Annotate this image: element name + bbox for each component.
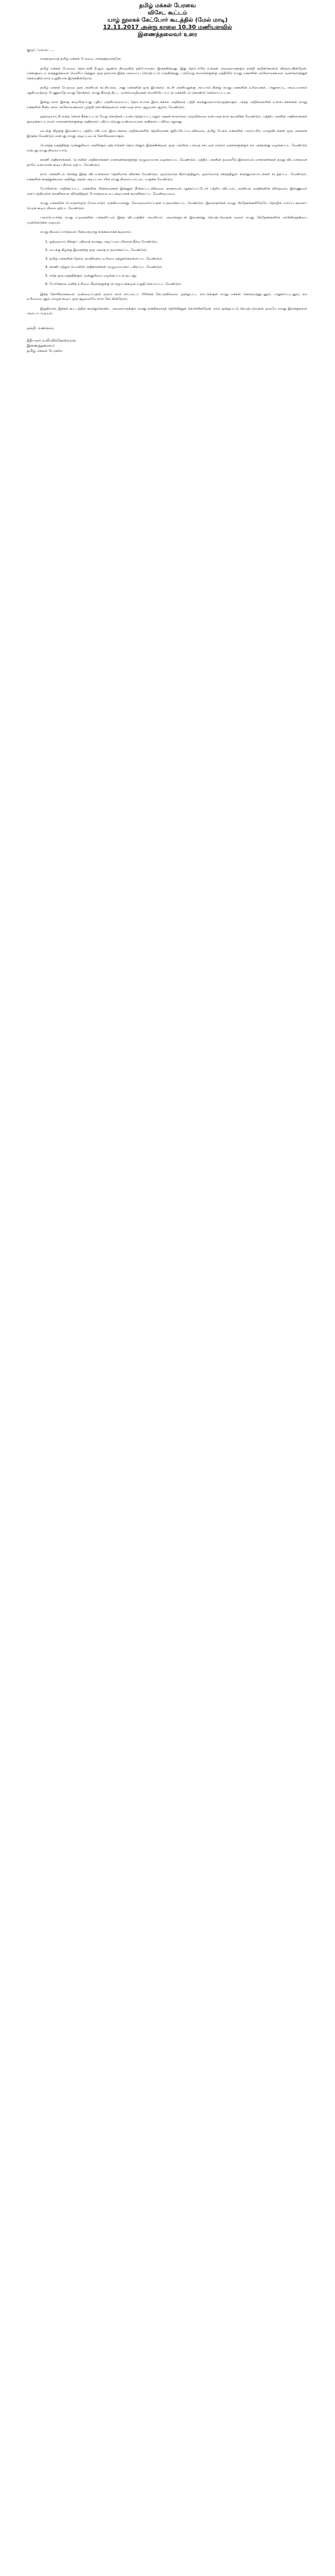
header-line-1: தமிழ் மக்கள் பேரவை [139, 2, 196, 9]
signature-org: தமிழ் மக்கள் பேரவை [27, 348, 63, 353]
salutation: குருர் ப்ரம்மா .... [27, 48, 55, 52]
signature-role: இணைத்தலைவர் [27, 343, 55, 348]
list-item: 1. ஒற்றையாட்சிக்குப் பதிலாக சமஷ்டி அடிப்படையிலான தீர்வு வேண்டும். [49, 240, 307, 245]
body-paragraph: காணி அதிகாரங்கள், பொலிஸ் அதிகாரங்கள் மாகாணங்களுக்கு முழுமையாக வழங்கப்பட வேண்டும். மத்திய அரசின் தலையீடு இல்லாமல் மாகாணங்கள் தமது விடயங்களை தாமே கையாளக் கூடிய நிலை ஏற்பட வேண்டும். [27, 158, 307, 167]
document-header [0, 0, 335, 38]
body-paragraph: எனதருமைத் தமிழ் மக்கள் பேரவை அங்கத்தவர்களே, [40, 57, 122, 61]
speech-section [27, 172, 307, 225]
header-date-line: 12.11.2017 அன்று காலை 10.30 மணியளவில் [103, 24, 232, 30]
speech-sections [27, 57, 307, 316]
body-paragraph: எமது மக்களின் பொருளாதார மேம்பாடும் முக்கியமானது. வேலைவாய்ப்புகள் உருவாக்கப்பட வேண்டும். இளைஞர்கள் எமது பிரதேசங்களிலேயே தொழில் வாய்ப்புகளைப் பெறக் கூடிய நிலை ஏற்பட வேண்டும். [27, 201, 307, 210]
body-paragraph: புலம்பெயர்ந்த எமது உறவுகளின் பங்களிப்பும் இந்த விடயத்தில் அவசியம். அவர்களுடன் இணைந்து செயற்படுவதன் மூலம் எமது பிரதேசங்களின் அபிவிருத்தியை முன்னெடுக்க முடியும். [27, 215, 307, 225]
body-paragraph: இன்று நாம் இங்கு கூடியிருப்பது புதிய அரசியலமைப்பு தொடர்பான இடைக்கால அறிக்கை பற்றி கலந்துரையாடுவதற்காகும். அந்த அறிக்கையின் உள்ளடக்கங்கள் எமது மக்களின் நீண்டகால அபிலாசைகளை பூர்த்தி செய்கின்றனவா என்பதை நாம் ஆழமாக ஆராய வேண்டும். [27, 100, 307, 109]
list-item: 6. போர்க்கால மனித உரிமை மீறல்களுக்கு பொறுப்புக்கூறல் உறுதி செய்யப்பட வேண்டும். [49, 282, 307, 287]
list-item: 5. எந்த ஒரு மதத்திற்கும் முன்னுரிமை வழங்கப்படக் கூடாது. [49, 274, 307, 279]
speech-section [27, 57, 307, 110]
list-item: 4. காணி மற்றும் பொலிஸ் அதிகாரங்கள் முழுமையாகப் பகிரப்பட வேண்டும். [49, 265, 307, 270]
body-paragraph: வடக்கு கிழக்கு இணைப்பு பற்றிய விடயம் இடைக்கால அறிக்கையில் தெளிவாகக் குறிப்பிடப்படவில்லை. தமிழ் பேசும் மக்களின் பாரம்பரிய வாழ்விடங்கள் ஒரு அலகாக இருக்க வேண்டும் என்பது எமது அடிப்படைக் கோரிக்கையாகும். [27, 129, 307, 138]
body-paragraph: தமிழ் மக்கள் பேரவை ஒரு அரசியல் கட்சியல்ல. அது மக்களின் ஒரு இயக்கம். கட்சி அரசியலுக்கு அப்பால் நின்று எமது மக்களின் உரிமைகள், பாதுகாப்பு, அடையாளம் ஆகியவற்றை பேணுவதே எமது நோக்கம். எமது தீர்வுத் திட்ட முன்மொழிவுகள் வெளியிடப்பட்டு மக்களிடம் கொண்டு செல்லப்பட்டன. [27, 86, 307, 95]
document-body [0, 38, 335, 353]
signature-name: நீதியரசர் க.வி.விக்னேஸ்வரன் [27, 338, 76, 343]
speech-section [27, 114, 307, 167]
body-paragraph: தமிழ் மக்கள் பேரவை தொடங்கி 2ஆம் ஆண்டு நிறைவில் தற்போதைய இருக்கின்றது. இது தொடர்பில் உங்கள் அனைவருக்கும் நன்றி கூறிக்கொள்ள விரும்புகின்றேன். மக்களுடைய கருத்துக்களை வெளிப்படுத்தும் ஒரு தளமாக இந்த அமைப்பு செயற்பட்டு வருகின்றது. பல்வேறு சவால்களுக்கு மத்தியில் எமது மக்களின் அபிலாசைகளை முன்னெடுத்துச் செல்வதில் நாம் உறுதியாக இருக்கின்றோம். [27, 66, 307, 80]
body-paragraph: இந்த கோரிக்கைகளை முன்வைப்பதன் மூலம் நாம் நாட்டைப் பிரிக்கக் கேட்கவில்லை. ஒன்றுபட்ட நாட்டுக்குள் எமது மக்கள் கௌரவத்துடனும், பாதுகாப்புடனும், சம உரிமையுடனும் வாழக் கூடிய ஒரு சூழலையே நாம் கேட்கின்றோம். [27, 292, 307, 301]
body-paragraph: போரினால் பாதிக்கப்பட்ட மக்களின் பிரச்சனைகள் இன்னும் தீர்க்கப்படவில்லை. காணாமல் ஆக்கப்பட்டோர் பற்றிய விடயம், அரசியல் கைதிகளின் விடுதலை, இராணுவம் கைப்பற்றியுள்ள காணிகளை விடுவித்தல் போன்றவை உடனடியாகக் கவனிக்கப்பட வேண்டியவை. [27, 187, 307, 196]
body-paragraph: ஒற்றையாட்சி என்ற சொல் நீக்கப்பட்டு வேறு சொற்கள் பயன்படுத்தப்பட்டாலும் அதன் சாராம்சம் மாறவில்லை என்பதை நாம் கவனிக்க வேண்டும். மத்திய அரசின் அதிகாரங்கள் குறைக்கப்படாமல் மாகாணங்களுக்கு அதிகாரம் பகிரப்படுவது உண்மையான அதிகாரப் பகிர்வு ஆகாது. [27, 114, 307, 124]
header-line-3: யாழ் நூலகக் கேட்போர் கூடத்தில் (மேல் மாடி) [107, 16, 228, 23]
signature-block [27, 338, 307, 353]
header-line-5: இணைத்தலைவர் உரை [138, 31, 197, 38]
closing-line: நன்றி. வணக்கம். [27, 326, 55, 330]
speech-section [27, 292, 307, 316]
body-paragraph: இறுதியாக, இந்தக் கூட்டத்தில் கலந்துகொண்ட அனைவருக்கும் எனது நன்றிகளைத் தெரிவித்துக் கொள்கின்றேன். நாம் ஒன்றுபட்டு செயற்படுவதன் மூலமே எமது இலக்குகளை அடைய முடியும். [27, 306, 307, 315]
speech-section [27, 230, 307, 287]
body-paragraph: நாம் மக்களிடம் சென்று இந்த விடயங்களை தெளிவாக விளக்க வேண்டும். ஒவ்வொரு கிராமத்திலும், ஒவ்வொரு நகரத்திலும் கலந்துரையாடல்கள் நடத்தப்பட வேண்டும். மக்களின் கருத்துக்களை அறிந்து அதன் அடிப்படையில் எமது நிலைப்பாட்டை வகுக்க வேண்டும். [27, 172, 307, 181]
list-item: 3. தமிழ் மக்களின் தேசம், சுயநிர்ணய உரிமை ஏற்றுக்கொள்ளப்பட வேண்டும். [49, 257, 307, 262]
list-item: 2. வடக்கு கிழக்கு இணைந்த ஒரு அலகு உருவாக்கப்பட வேண்டும். [49, 248, 307, 253]
header-line-2: விசேட கூட்டம் [147, 9, 188, 16]
body-paragraph: பௌத்த மதத்திற்கு முன்னுரிமை அளிக்கும் ஏற்பாடுகள் தொடர்ந்தும் இருக்கின்றன. ஒரு பல்லின, பல்மத நாட்டில் எல்லா மதங்களுக்கும் சம அந்தஸ்து வழங்கப்பட வேண்டும் என்பது எமது நிலைப்பாடு. [27, 143, 307, 152]
body-paragraph: எமது நிலைப்பாடுகளை பின்வருமாறு சுருக்கமாகக் கூறலாம்: [40, 230, 132, 234]
numbered-list [27, 240, 307, 287]
